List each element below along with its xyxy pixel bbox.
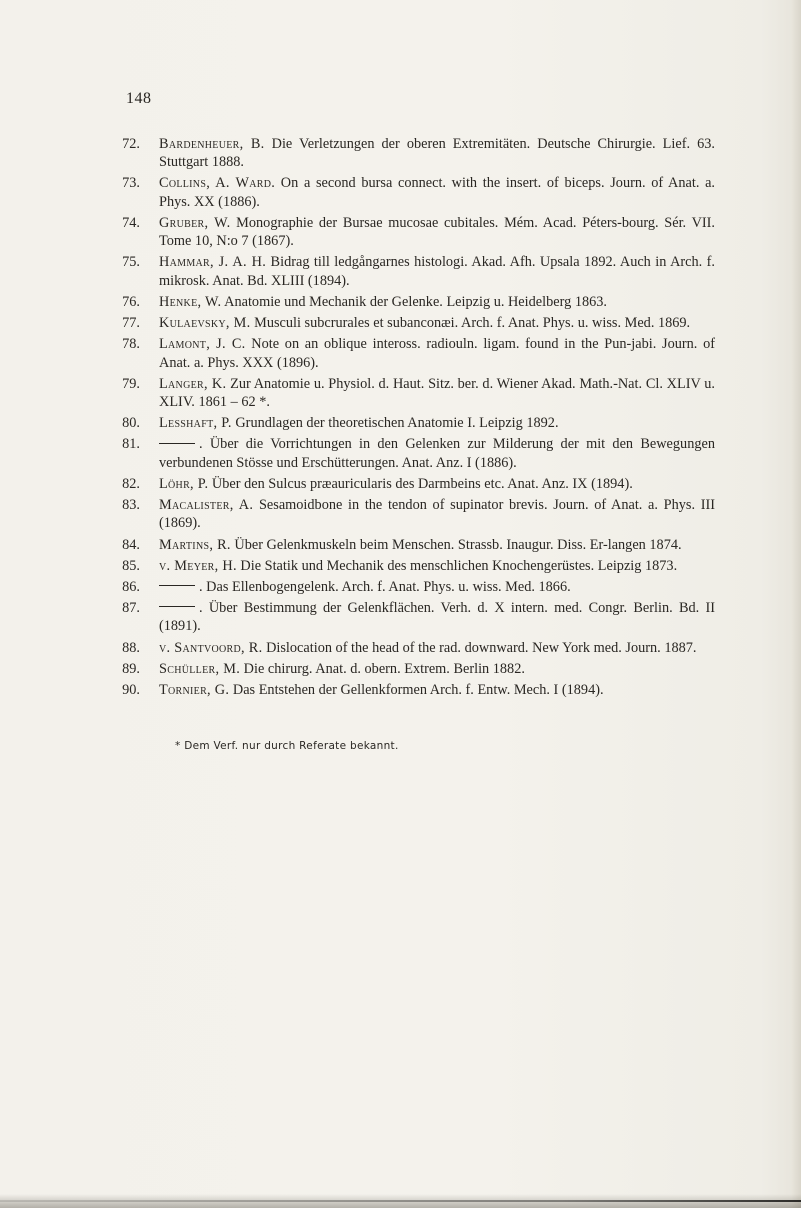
reference-number: 75.: [122, 254, 140, 271]
reference-text: Die Statik und Mechanik des menschlichen Knochengerüstes. Leipzig 1873.: [236, 557, 678, 574]
reference-text: Bidrag till ledgångarnes histologi. Akad. Afh. Upsala 1892. Auch in Arch. f. mikrosk. Anat. Bd. XLIII (1894).: [159, 254, 716, 289]
reference-text: . Das Ellenbogengelenk. Arch. f. Anat. Phys. u. wiss. Med. 1866.: [199, 579, 571, 595]
reference-text: Musculi subcrurales et subanconæi. Arch. f. Anat. Phys. u. wiss. Med. 1869.: [250, 315, 691, 332]
reference-number: 85.: [122, 557, 140, 574]
reference-entry: [110, 536, 715, 554]
reference-entry: [110, 557, 715, 575]
reference-entry: [110, 414, 715, 432]
reference-list: [110, 135, 715, 702]
reference-number: 84.: [122, 536, 140, 553]
reference-author: Lamont, J. C.: [159, 336, 246, 353]
reference-author: Macalister, A.: [159, 497, 254, 514]
reference-entry: [110, 496, 715, 533]
reference-entry: [110, 214, 715, 251]
reference-author: Schüller, M.: [159, 660, 241, 677]
reference-entry: [110, 174, 715, 211]
reference-author: Bardenheuer, B.: [159, 136, 265, 152]
reference-number: 72.: [122, 136, 140, 152]
reference-entry: [110, 639, 715, 657]
reference-text: . Über Bestimmung der Gelenkflächen. Verh. d. X intern. med. Congr. Berlin. Bd. II (1891).: [159, 600, 715, 635]
reference-author: Langer, K.: [159, 375, 227, 392]
reference-text: Grundlagen der theoretischen Anatomie I. Leipzig 1892.: [231, 415, 559, 432]
reference-text: On a second bursa connect. with the insert. of biceps. Journ. of Anat. a. Phys. XX (1886).: [159, 175, 715, 210]
reference-author: Martins, R.: [159, 536, 231, 553]
reference-text: Sesamoidbone in the tendon of supinator brevis. Journ. of Anat. a. Phys. III (1869).: [159, 497, 716, 532]
reference-number: 82.: [122, 475, 140, 492]
reference-entry: [110, 578, 715, 596]
reference-number: 77.: [122, 315, 140, 332]
reference-text: . Über die Vorrichtungen in den Gelenken zur Milderung der mit den Bewegungen verbundenen Stösse und Erschütterungen. Anat. Anz. I (1886).: [159, 436, 715, 471]
ditto-dash: [159, 585, 195, 586]
footnote: * Dem Verf. nur durch Referate bekannt.: [175, 740, 399, 752]
reference-entry: [110, 375, 715, 412]
reference-entry: [110, 599, 715, 636]
reference-entry: [110, 435, 715, 472]
reference-author: Gruber, W.: [159, 214, 231, 231]
reference-author: v. Meyer, H.: [159, 557, 237, 574]
reference-entry: [110, 681, 715, 699]
reference-number: 74.: [122, 214, 140, 231]
reference-entry: [110, 135, 715, 172]
reference-text: Die Verletzungen der oberen Extremitäten. Deutsche Chirurgie. Lief. 63. Stuttgart 1888.: [159, 136, 715, 171]
ditto-dash: [159, 606, 195, 607]
reference-author: Kulaevsky, M.: [159, 315, 251, 332]
ditto-dash: [159, 443, 195, 444]
reference-entry: [110, 314, 715, 332]
reference-author: Löhr, P.: [159, 475, 209, 492]
reference-text: Über Gelenkmuskeln beim Menschen. Strassb. Inaugur. Diss. Er-langen 1874.: [230, 536, 682, 553]
reference-number: 80.: [122, 415, 140, 432]
reference-number: 88.: [122, 639, 140, 656]
reference-author: v. Santvoord, R.: [159, 639, 263, 656]
reference-author: Henke, W.: [159, 293, 222, 310]
reference-text: Monographie der Bursae mucosae cubitales. Mém. Acad. Péters-bourg. Sér. VII. Tome 10, N:o 7 (1867).: [159, 214, 715, 250]
reference-number: 78.: [122, 336, 140, 353]
reference-text: Dislocation of the head of the rad. downward. New York med. Journ. 1887.: [262, 639, 697, 656]
reference-number: 90.: [122, 682, 140, 699]
reference-number: 79.: [122, 375, 140, 392]
page-edge: [791, 0, 801, 1208]
reference-entry: [110, 660, 715, 678]
reference-text: Über den Sulcus præauricularis des Darmbeins etc. Anat. Anz. IX (1894).: [208, 475, 633, 492]
reference-number: 81.: [122, 436, 140, 453]
reference-number: 83.: [122, 497, 140, 514]
reference-number: 76.: [122, 293, 140, 310]
reference-text: Anatomie und Mechanik der Gelenke. Leipzig u. Heidelberg 1863.: [221, 293, 607, 310]
reference-entry: [110, 335, 715, 372]
reference-entry: [110, 293, 715, 311]
page-number: 148: [126, 90, 152, 107]
reference-text: Das Entstehen der Gellenkformen Arch. f. Entw. Mech. I (1894).: [229, 682, 604, 699]
reference-text: Die chirurg. Anat. d. obern. Extrem. Berlin 1882.: [240, 660, 525, 677]
reference-number: 87.: [122, 600, 140, 617]
reference-entry: [110, 475, 715, 493]
reference-number: 86.: [122, 579, 140, 595]
reference-author: Hammar, J. A. H.: [159, 254, 267, 271]
reference-number: 89.: [122, 660, 140, 677]
reference-number: 73.: [122, 175, 140, 192]
reference-text: Zur Anatomie u. Physiol. d. Haut. Sitz. ber. d. Wiener Akad. Math.-Nat. Cl. XLIV u. XLIV. 1861 – 62 *.: [159, 375, 715, 411]
reference-author: Lesshaft, P.: [159, 415, 232, 432]
bottom-edge-shadow: [0, 1194, 801, 1208]
reference-text: Note on an oblique inteross. radiouln. ligam. found in the Pun-jabi. Journ. of Anat. a. Phys. XXX (1896).: [159, 336, 715, 371]
reference-entry: [110, 253, 715, 290]
reference-author: Tornier, G.: [159, 682, 230, 699]
reference-author: Collins, A. Ward.: [159, 175, 276, 192]
